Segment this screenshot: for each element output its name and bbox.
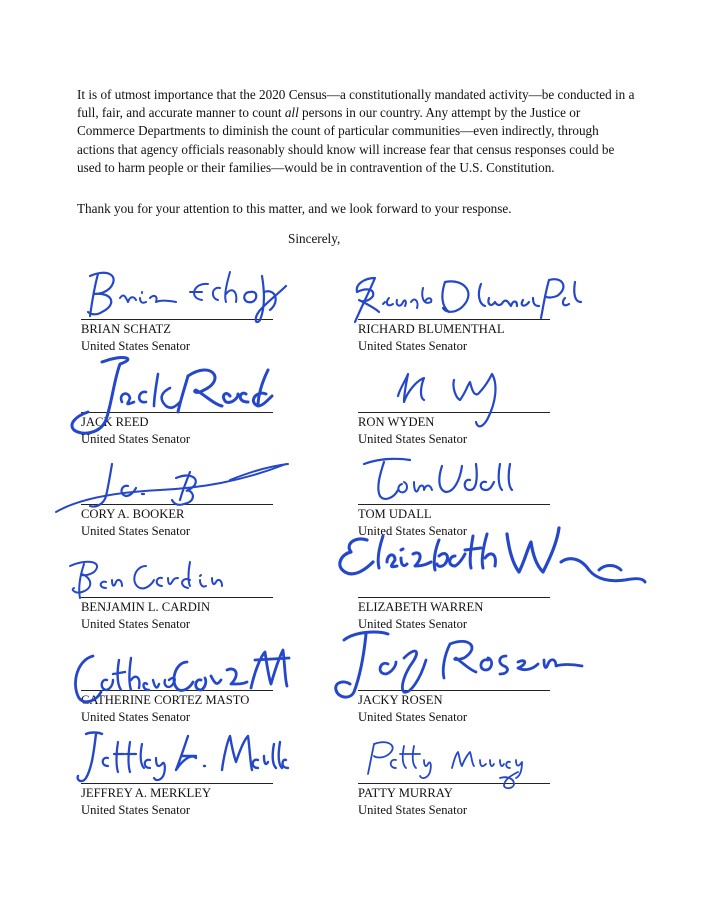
- signature-line: [358, 597, 550, 598]
- signatory-name: RICHARD BLUMENTHAL: [358, 322, 505, 336]
- signatory-name: JACK REED: [81, 415, 149, 429]
- signatory-title: United States Senator: [81, 339, 191, 353]
- signatory-name: PATTY MURRAY: [358, 786, 453, 800]
- signatory-name: CORY A. BOOKER: [81, 507, 185, 521]
- signature-line: [81, 597, 273, 598]
- signatory-title: United States Senator: [81, 432, 191, 446]
- signature-line: [81, 504, 273, 505]
- signatory-name: CATHERINE CORTEZ MASTO: [81, 693, 250, 707]
- signatory-title: United States Senator: [358, 339, 468, 353]
- emphasized-word: all: [284, 105, 299, 121]
- signature-line: [358, 412, 550, 413]
- signatory-title: United States Senator: [358, 524, 468, 538]
- signatory-title: United States Senator: [358, 617, 468, 631]
- signatory-name: BENJAMIN L. CARDIN: [81, 600, 211, 614]
- signatory-name: TOM UDALL: [358, 507, 432, 521]
- signatory-name: BRIAN SCHATZ: [81, 322, 171, 336]
- signature-line: [358, 690, 550, 691]
- signatory-name: JACKY ROSEN: [358, 693, 443, 707]
- signatory-title: United States Senator: [358, 432, 468, 446]
- signatory-title: United States Senator: [81, 803, 191, 817]
- body-paragraph-thanks: Thank you for your attention to this matter, and we look forward to your response.: [77, 201, 512, 216]
- signature-line: [81, 412, 273, 413]
- signature-line: [81, 690, 273, 691]
- signatory-name: RON WYDEN: [358, 415, 435, 429]
- signatory-title: United States Senator: [358, 803, 468, 817]
- signatory-title: United States Senator: [358, 710, 468, 724]
- signatory-title: United States Senator: [81, 524, 191, 538]
- closing-sincerely: Sincerely,: [288, 231, 341, 246]
- signatory-title: United States Senator: [81, 617, 191, 631]
- signature-merkley: [72, 722, 292, 792]
- signature-line: [358, 504, 550, 505]
- paragraph-text-start: It is of utmost importance that the 2020 Census—a constitutionally mandated activity—be conducted in a full, fair, and accurate manner to count: [77, 87, 635, 121]
- signature-udall: [358, 450, 528, 510]
- signatory-name: JEFFREY A. MERKLEY: [81, 786, 212, 800]
- paragraph-text-end: persons in our country. Any attempt by the Justice or Commerce Departments to diminish the count of particular communities—even indirectly, through actions that agency officials reasonably should know will increase fear that census responses could be used to harm people or their families—would be in contravention of the U.S. Constitution.: [77, 105, 615, 175]
- signature-line: [81, 783, 273, 784]
- signature-line: [81, 319, 273, 320]
- signature-line: [358, 783, 550, 784]
- signature-line: [358, 319, 550, 320]
- signatory-name: ELIZABETH WARREN: [358, 600, 484, 614]
- body-paragraph-census: [77, 86, 637, 177]
- signatory-title: United States Senator: [81, 710, 191, 724]
